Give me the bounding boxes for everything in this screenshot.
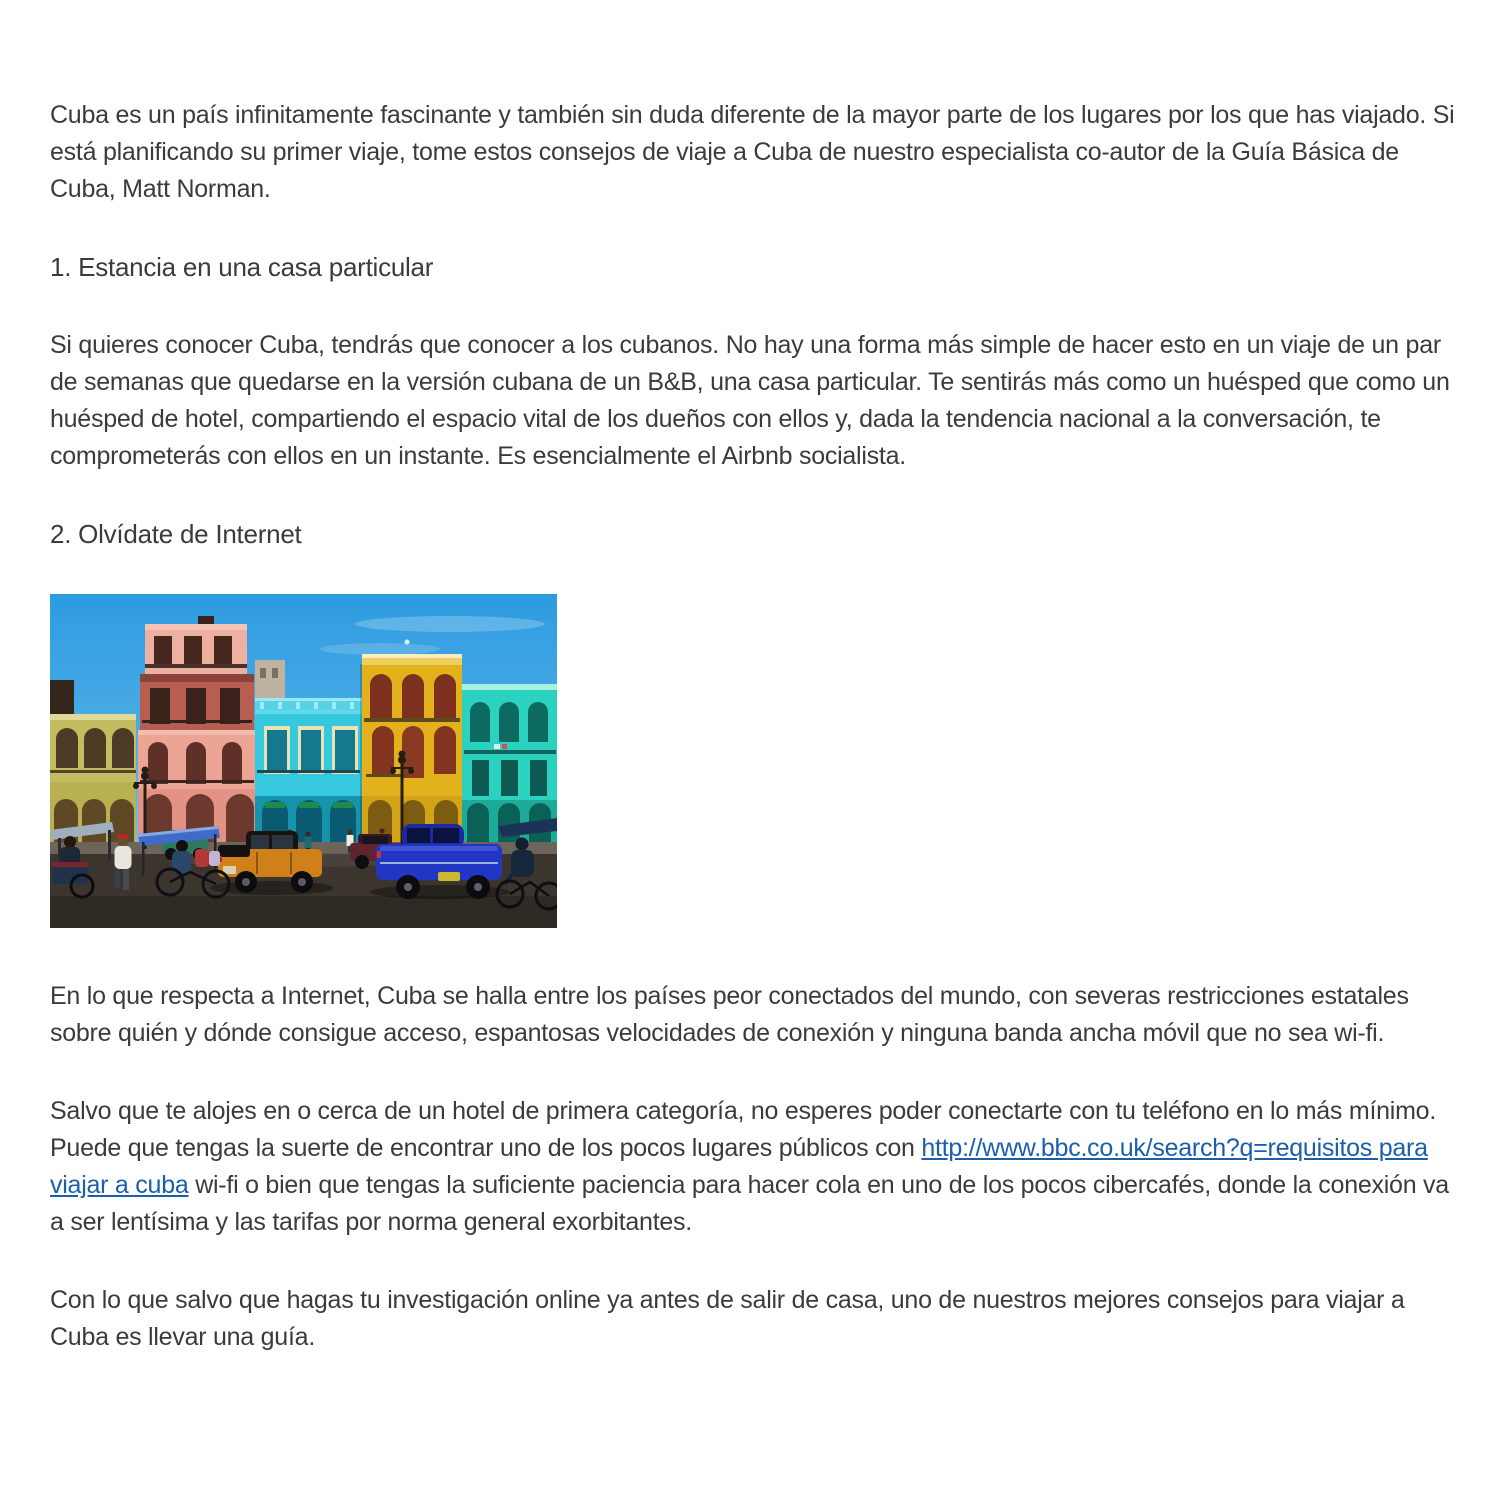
internet-paragraph-1: En lo que respecta a Internet, Cuba se halla entre los países peor conectados del mundo, con severas restricciones estatales sobre quién y dónde consigue acceso, espantosas velocidades de conexión y ninguna banda ancha móvil que no sea wi-fi. xyxy=(50,982,1409,1047)
closing-paragraph: Con lo que salvo que hagas tu investigación online ya antes de salir de casa, uno de nuestros mejores consejos para viajar a Cuba es llevar una guía. xyxy=(50,1286,1405,1351)
paragraph-2-text-before: Salvo que te alojes en o cerca de un hotel de primera categoría, no esperes poder conectarte con tu teléfono en lo más mínimo. Puede que tengas la suerte de encontrar uno de los pocos lugares públicos con xyxy=(50,1097,1437,1162)
internet-paragraph-2 xyxy=(50,1093,1455,1241)
intro-paragraph: Cuba es un país infinitamente fascinante y también sin duda diferente de la mayor parte de los lugares por los que has viajado. Si está planificando su primer viaje, tome estos consejos de viaje a Cuba de nuestro especialista co-autor de la Guía Básica de Cuba, Matt Norman. xyxy=(50,101,1455,203)
section-2-heading: 2. Olvídate de Internet xyxy=(50,519,302,549)
havana-street-illustration xyxy=(50,594,557,928)
moon xyxy=(405,640,410,645)
section-1-heading: 1. Estancia en una casa particular xyxy=(50,252,434,282)
section-1-paragraph: Si quieres conocer Cuba, tendrás que conocer a los cubanos. No hay una forma más simple de hacer esto en un viaje de un par de semanas que quedarse en la versión cubana de un B&B, una casa particular. Te sentirás más como un huésped que como un huésped de hotel, compartiendo el espacio vital de los dueños con ellos y, dada la tendencia nacional a la conversación, te comprometerás con ellos en un instante. Es esencialmente el Airbnb socialista. xyxy=(50,331,1450,470)
bbc-search-link[interactable]: http://www.bbc.co.uk/search?q=requisitos para viajar a cuba xyxy=(50,1134,1428,1199)
havana-street-photo xyxy=(50,594,557,928)
paragraph-2-text-after: wi-fi o bien que tengas la suficiente paciencia para hacer cola en uno de los pocos cibercafés, donde la conexión va a ser lentísima y las tarifas por norma general exorbitantes. xyxy=(50,1171,1449,1236)
